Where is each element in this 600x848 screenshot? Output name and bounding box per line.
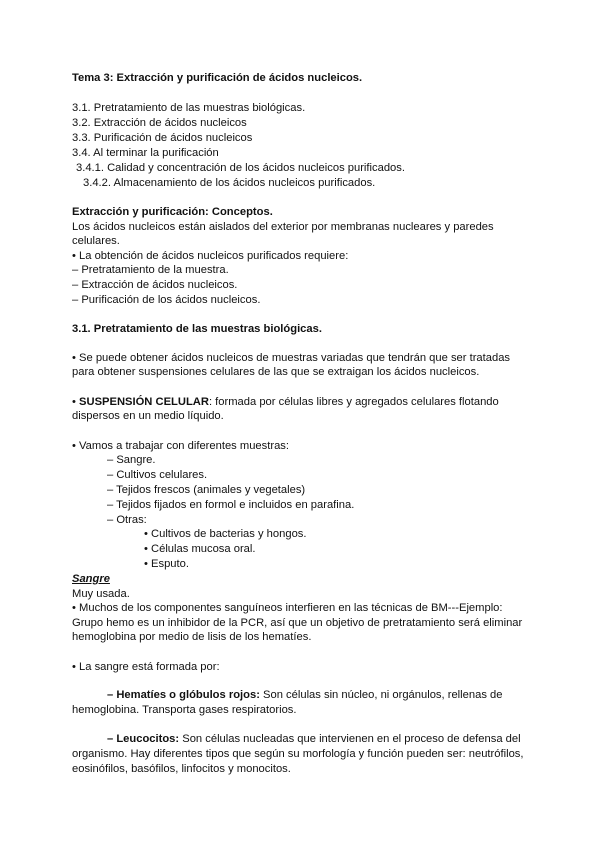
bullet-item: • La sangre está formada por: [72, 661, 220, 673]
definition-text: Son células nucleadas que intervienen en el proceso de defensa del [179, 733, 521, 745]
definition-line [107, 688, 502, 702]
sub-sample-item: • Células mucosa oral. [144, 543, 256, 555]
definition-line [72, 395, 499, 409]
paragraph-line: Muy usada. [72, 588, 130, 600]
definition-text: Son células sin núcleo, ni orgánulos, rellenas de [259, 689, 503, 701]
paragraph-line: hemoglobina. Transporta gases respiratorios. [72, 704, 297, 716]
document-title: Tema 3: Extracción y purificación de ácidos nucleicos. [72, 72, 363, 84]
toc-item: 3.4. Al terminar la purificación [72, 147, 219, 159]
toc-subitem: 3.4.1. Calidad y concentración de los ácidos nucleicos purificados. [76, 162, 405, 174]
term: – Hematíes o glóbulos rojos: [107, 689, 260, 701]
bullet-item: • Vamos a trabajar con diferentes muestras: [72, 440, 289, 452]
sample-item: – Tejidos fijados en formol e incluidos en parafina. [107, 499, 355, 511]
dash-item: – Extracción de ácidos nucleicos. [72, 279, 238, 291]
paragraph-line: dispersos en un medio líquido. [72, 410, 224, 422]
sample-item: – Cultivos celulares. [107, 469, 208, 481]
bullet: • [72, 396, 80, 408]
bullet-item: • La obtención de ácidos nucleicos purificados requiere: [72, 250, 349, 262]
sub-sample-item: • Cultivos de bacterias y hongos. [144, 528, 307, 540]
section-heading: 3.1. Pretratamiento de las muestras biológicas. [72, 323, 322, 335]
toc-item: 3.2. Extracción de ácidos nucleicos [72, 117, 247, 129]
paragraph-line: organismo. Hay diferentes tipos que según su morfología y función pueden ser: neutrófilos, [72, 748, 524, 760]
paragraph-line: para obtener suspensiones celulares de las que se extraigan los ácidos nucleicos. [72, 366, 480, 378]
section-heading: Extracción y purificación: Conceptos. [72, 206, 273, 218]
definition-line [107, 732, 521, 746]
term: – Leucocitos: [107, 733, 180, 745]
dash-item: – Pretratamiento de la muestra. [72, 264, 229, 276]
paragraph-line: • Se puede obtener ácidos nucleicos de muestras variadas que tendrán que ser tratadas [72, 352, 511, 364]
term: SUSPENSIÓN CELULAR [79, 396, 209, 408]
toc-subitem: 3.4.2. Almacenamiento de los ácidos nucleicos purificados. [83, 177, 376, 189]
paragraph-line: hemoglobina por medio de lisis de los hematíes. [72, 631, 312, 643]
toc-item: 3.3. Purificación de ácidos nucleicos [72, 132, 253, 144]
sample-item: – Sangre. [107, 454, 156, 466]
paragraph-line: Los ácidos nucleicos están aislados del exterior por membranas nucleares y paredes [72, 221, 494, 233]
paragraph-line: Grupo hemo es un inhibidor de la PCR, así que un objetivo de pretratamiento será eliminar [72, 617, 523, 629]
sub-sample-item: • Esputo. [144, 558, 189, 570]
paragraph-line: eosinófilos, basófilos, linfocitos y monocitos. [72, 763, 291, 775]
sample-item: – Otras: [107, 514, 147, 526]
subsection-heading: Sangre [72, 573, 110, 585]
definition-text: : formada por células libres y agregados celulares flotando [208, 396, 499, 408]
paragraph-line: celulares. [72, 235, 120, 247]
toc-item: 3.1. Pretratamiento de las muestras biológicas. [72, 102, 306, 114]
sample-item: – Tejidos frescos (animales y vegetales) [107, 484, 306, 496]
dash-item: – Purificación de los ácidos nucleicos. [72, 294, 261, 306]
paragraph-line: • Muchos de los componentes sanguíneos interfieren en las técnicas de BM---Ejemplo: [72, 602, 503, 614]
